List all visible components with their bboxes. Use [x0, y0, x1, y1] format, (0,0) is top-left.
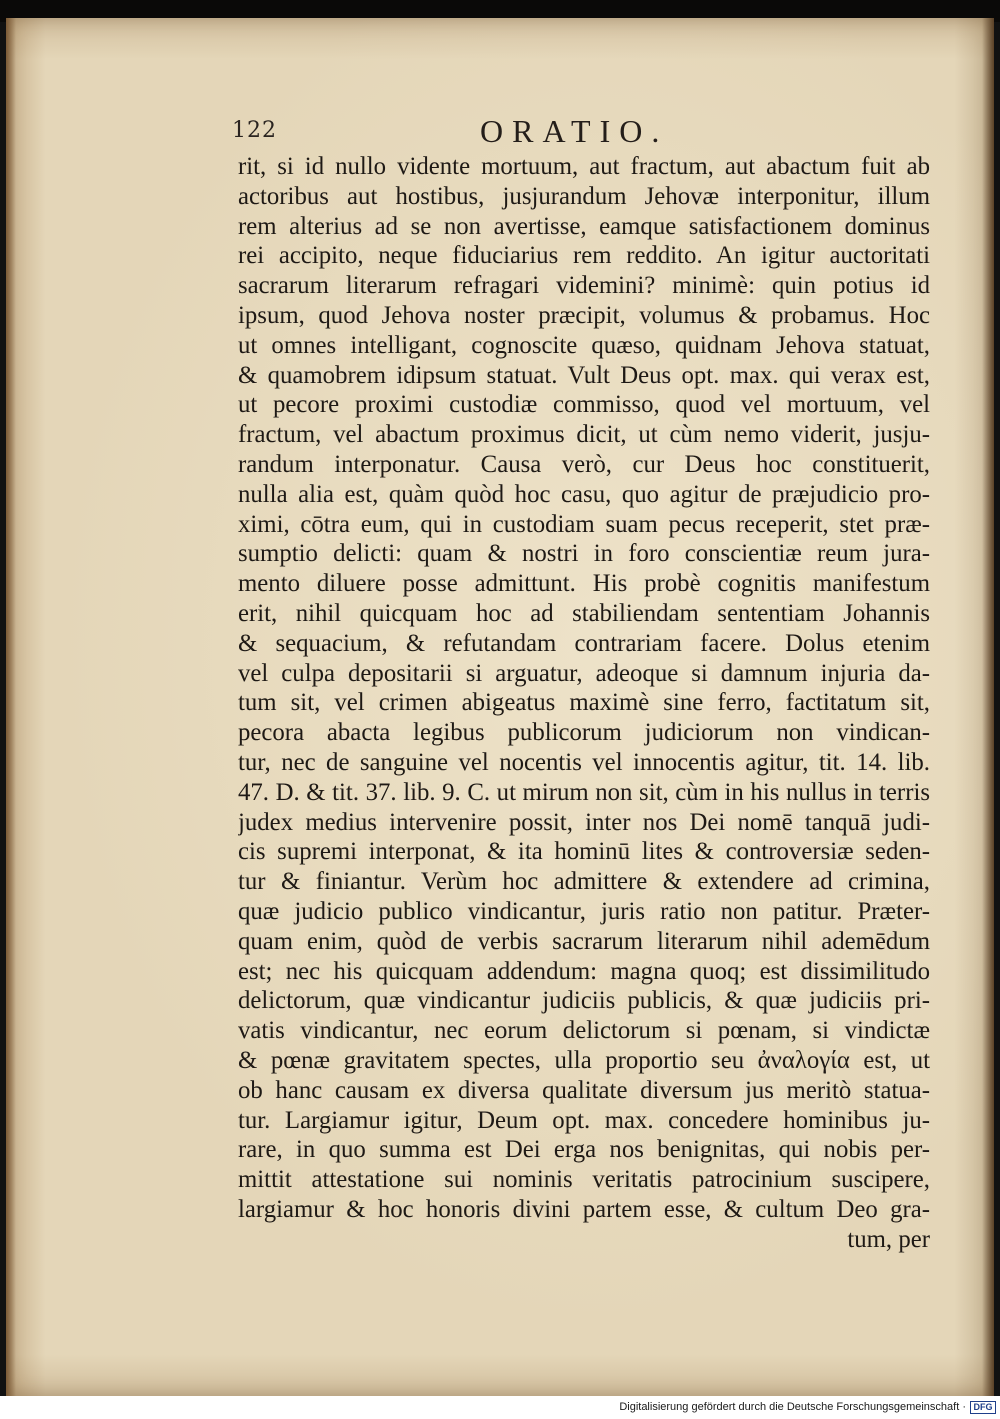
text-line: & sequacium, & refutandam contrariam facere. Dolus etenim	[238, 629, 930, 657]
text-line: fractum, vel abactum proximus dicit, ut cùm nemo viderit, jusju-	[238, 421, 930, 449]
text-line: tur, nec de sanguine vel nocentis vel innocentis agitur, tit. 14. lib.	[238, 748, 930, 776]
text-line: ximi, cōtra eum, qui in custodiam suam pecus receperit, stet præ-	[238, 510, 930, 538]
text-line: rit, si id nullo vidente mortuum, aut fractum, aut abactum fuit ab	[238, 153, 930, 180]
text-line: tum sit, vel crimen abigeatus maximè sine ferro, factitatum sit,	[238, 689, 930, 717]
page-number: 122	[232, 118, 277, 143]
text-line: tur & finiantur. Verùm hoc admittere & extendere ad crimina,	[238, 868, 930, 896]
text-line: vel culpa depositarii si arguatur, adeoque si damnum injuria da-	[238, 659, 930, 687]
text-line: sumptio delicti: quam & nostri in foro conscientiæ reum jura-	[238, 540, 930, 568]
text-line: tum, per	[847, 1225, 930, 1253]
text-line: largiamur & hoc honoris divini partem esse, & cultum Deo gra-	[238, 1195, 930, 1223]
text-line: vatis vindicantur, nec eorum delictorum si pœnam, si vindictæ	[238, 1017, 930, 1045]
text-line: cis supremi interponat, & ita hominū lites & controversiæ seden-	[238, 838, 930, 866]
text-line: rem alterius ad se non avertisse, eamque satisfactionem dominus	[238, 212, 930, 240]
text-line: rei accipito, neque fiduciarius rem reddito. An igitur auctoritati	[238, 242, 930, 270]
text-line: pecora abacta legibus publicorum judiciorum non vindican-	[238, 719, 930, 747]
text-line: nulla alia est, quàm quòd hoc casu, quo agitur de præjudicio pro-	[238, 480, 930, 508]
text-line: actoribus aut hostibus, jusjurandum Jehovæ interponitur, illum	[238, 182, 930, 210]
text-line: tur. Largiamur igitur, Deum opt. max. concedere hominibus ju-	[238, 1106, 930, 1134]
text-line: ut pecore proximi custodiæ commisso, quod vel mortuum, vel	[238, 391, 930, 419]
text-line: 47. D. & tit. 37. lib. 9. C. ut mirum non sit, cùm in his nullus in terris	[238, 778, 930, 806]
text-line: ut omnes intelligant, cognoscite quæso, quidnam Jehova statuat,	[238, 331, 930, 359]
text-line: mittit attestatione sui nominis veritatis patrocinium suscipere,	[238, 1166, 930, 1194]
funding-credit: Digitalisierung gefördert durch die Deutsche Forschungsgemeinschaft ·	[619, 1401, 966, 1413]
text-line: judex medius intervenire possit, inter nos Dei nomē tanquā judi-	[238, 808, 930, 836]
text-line: delictorum, quæ vindicantur judiciis publicis, & quæ judiciis pri-	[238, 987, 930, 1015]
running-head: ORATIO.	[480, 113, 669, 149]
text-line: quæ judicio publico vindicantur, juris ratio non patitur. Præter-	[238, 897, 930, 925]
text-line: & pœnæ gravitatem spectes, ulla proportio seu ἀναλογία est, ut	[238, 1046, 930, 1074]
text-line: & quamobrem idipsum statuat. Vult Deus opt. max. qui verax est,	[238, 361, 930, 389]
text-line: rare, in quo summa est Dei erga nos benignitas, qui nobis per-	[238, 1136, 930, 1164]
page-right-edge	[982, 18, 994, 1396]
text-line: est; nec his quicquam addendum: magna quoq; est dissimilitudo	[238, 957, 930, 985]
text-line: randum interponatur. Causa verò, cur Deus hoc constituerit,	[238, 450, 930, 478]
text-line: sacrarum literarum refragari videmini? minimè: quin potius id	[238, 272, 930, 300]
text-line: quam enim, quòd de verbis sacrarum literarum nihil ademēdum	[238, 927, 930, 955]
dfg-logo: DFG	[970, 1401, 996, 1414]
text-line: ob hanc causam ex diversa qualitate diversum jus meritò statua-	[238, 1076, 930, 1104]
text-line: ipsum, quod Jehova noster præcipit, volumus & probamus. Hoc	[238, 301, 930, 329]
text-line: erit, nihil quicquam hoc ad stabiliendam sententiam Johannis	[238, 599, 930, 627]
text-line: mento diluere posse admittunt. His probè cognitis manifestum	[238, 570, 930, 598]
body-text	[238, 152, 930, 1254]
page-left-edge	[6, 18, 16, 1396]
footer-bar	[0, 1396, 1000, 1419]
